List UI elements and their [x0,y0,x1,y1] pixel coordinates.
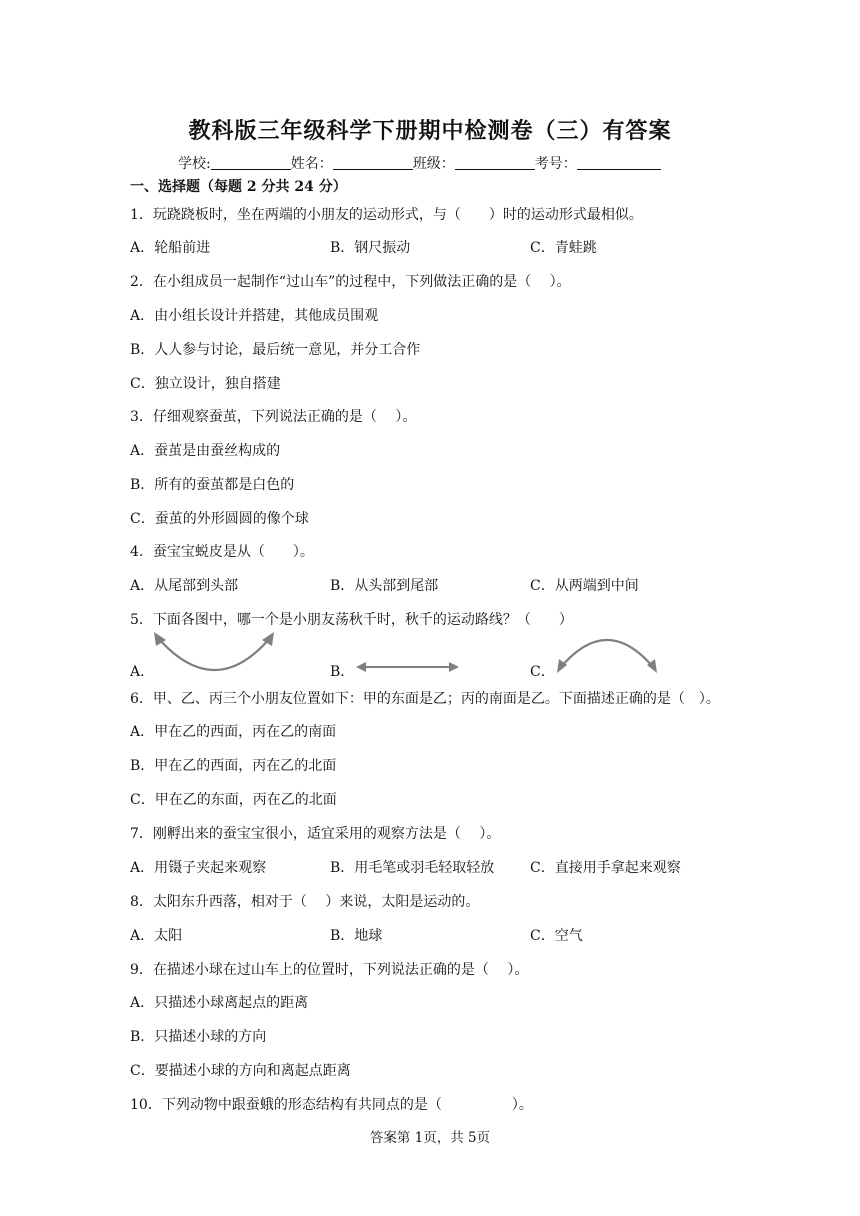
school-label: 学校: [178,156,211,172]
student-info-line [178,153,661,173]
question-9: 9．在描述小球在过山车上的位置时，下列说法正确的是（ ）。 [130,962,529,978]
question-3: 3．仔细观察蚕茧，下列说法正确的是（ ）。 [130,409,417,425]
q8-option-c: C．空气 [530,928,583,944]
question-6: 6．甲、乙、丙三个小朋友位置如下：甲的东面是乙；丙的南面是乙。下面描述正确的是（ ）。 [130,691,720,707]
q2-option-b: B．人人参与讨论，最后统一意见，并分工合作 [130,342,421,358]
q3-option-b: B．所有的蚕茧都是白色的 [130,477,295,493]
q4-option-a: A．从尾部到头部 [130,578,239,594]
q9-option-b: B．只描述小球的方向 [130,1029,267,1045]
q5-option-c: C． [530,664,555,680]
question-5: 5．下面各图中，哪一个是小朋友荡秋千时，秋千的运动路线？（ ） [130,612,573,628]
page-title: 教科版三年级科学下册期中检测卷（三）有答案 [188,119,672,144]
exam-no-blank [577,155,661,170]
q3-option-a: A．蚕茧是由蚕丝构成的 [130,443,281,459]
q2-option-c: C．独立设计，独自搭建 [130,376,281,392]
q7-option-a: A．用镊子夹起来观察 [130,860,267,876]
page-footer: 答案第 1页，共 5页 [369,1130,491,1146]
q5-option-a: A． [130,664,155,680]
q6-option-a: A．甲在乙的西面，丙在乙的南面 [130,724,337,740]
q5-option-b: B． [330,664,355,680]
question-10: 10．下列动物中跟蚕蛾的形态结构有共同点的是（ ）。 [130,1097,533,1113]
question-8: 8．太阳东升西落，相对于（ ）来说，太阳是运动的。 [130,894,480,910]
name-label: 姓名： [290,156,333,172]
section-title: 一、选择题（每题 2 分共 24 分） [130,179,347,195]
question-7: 7．刚孵出来的蚕宝宝很小，适宜采用的观察方法是（ ）。 [130,826,501,842]
double-arrow-line-icon [355,660,460,674]
arc-down-arrows-icon [150,630,280,675]
q6-option-b: B．甲在乙的西面，丙在乙的北面 [130,758,337,774]
question-1: 1．玩跷跷板时，坐在两端的小朋友的运动形式，与（ ）时的运动形式最相似。 [130,207,643,223]
q1-option-b: B．钢尺振动 [330,240,411,256]
q8-option-a: A．太阳 [130,928,183,944]
class-blank [455,155,535,170]
name-blank [333,155,413,170]
q4-option-b: B．从头部到尾部 [330,578,439,594]
school-blank [211,155,291,170]
q9-option-a: A．只描述小球离起点的距离 [130,995,309,1011]
q4-option-c: C．从两端到中间 [530,578,639,594]
class-label: 班级： [412,156,455,172]
q9-option-c: C．要描述小球的方向和离起点距离 [130,1063,351,1079]
q2-option-a: A．由小组长设计并搭建，其他成员围观 [130,308,379,324]
q1-option-c: C．青蛙跳 [530,240,597,256]
q3-option-c: C．蚕茧的外形圆圆的像个球 [130,511,309,527]
arc-up-arrows-icon [553,633,661,673]
q7-option-b: B．用毛笔或羽毛轻取轻放 [330,860,495,876]
question-2: 2．在小组成员一起制作“过山车”的过程中，下列做法正确的是（ ）。 [130,274,571,290]
exam-no-label: 考号： [534,156,577,172]
question-4: 4．蚕宝宝蜕皮是从（ ）。 [130,544,314,560]
q1-option-a: A．轮船前进 [130,240,211,256]
q7-option-c: C．直接用手拿起来观察 [530,860,681,876]
q8-option-b: B．地球 [330,928,383,944]
q6-option-c: C．甲在乙的东面，丙在乙的北面 [130,792,337,808]
